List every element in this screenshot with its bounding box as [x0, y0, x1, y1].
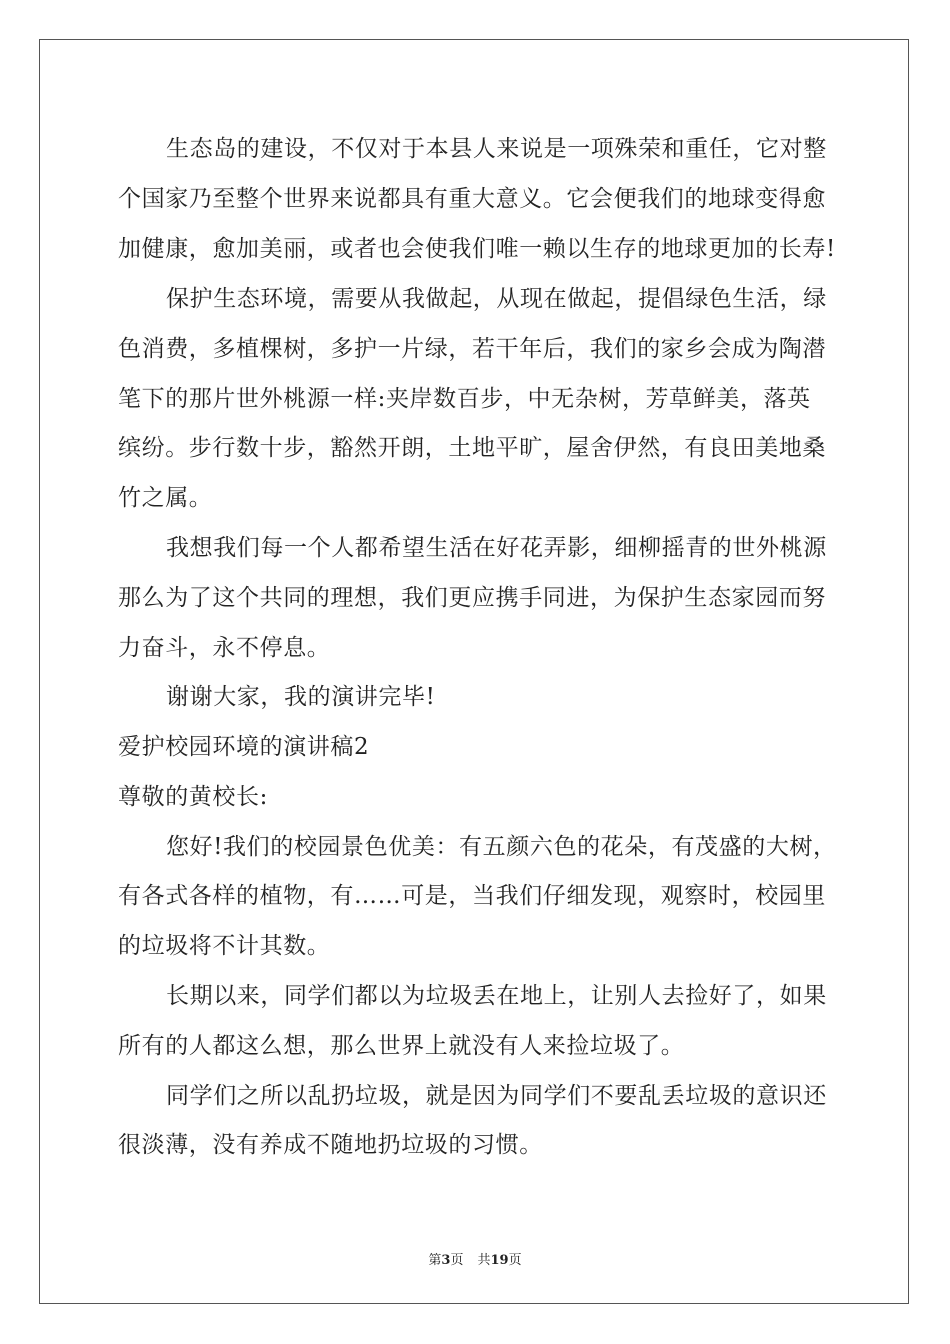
text-line: 个国家乃至整个世界来说都具有重大意义。它会便我们的地球变得愈 [118, 186, 826, 212]
total-suffix: 页 [508, 1253, 522, 1268]
total-pages: 19 [490, 1253, 509, 1268]
text-line: 您好!我们的校园景色优美：有五颜六色的花朵，有茂盛的大树， [166, 834, 837, 860]
text-line: 长期以来，同学们都以为垃圾丢在地上，让别人去捡好了，如果 [166, 983, 827, 1009]
text-line: 很淡薄，没有养成不随地扔垃圾的习惯。 [118, 1132, 543, 1158]
text-line: 所有的人都这么想，那么世界上就没有人来捡垃圾了。 [118, 1033, 685, 1059]
text-line: 谢谢大家，我的演讲完毕! [166, 684, 436, 710]
page-footer [0, 1249, 950, 1268]
text-line: 竹之属。 [118, 485, 213, 511]
page-border [39, 39, 909, 1304]
text-line: 色消费，多植棵树，多护一片绿，若干年后，我们的家乡会成为陶潜 [118, 336, 826, 362]
text-line: 有各式各样的植物，有……可是，当我们仔细发现，观察时，校园里 [118, 883, 826, 909]
text-line: 生态岛的建设，不仅对于本县人来说是一项殊荣和重任，它对整 [166, 136, 827, 162]
text-line: 力奋斗，永不停息。 [118, 635, 331, 661]
salutation: 尊敬的黄校长: [118, 784, 268, 810]
page-number: 3 [441, 1253, 451, 1268]
text-line: 的垃圾将不计其数。 [118, 933, 331, 959]
text-line: 同学们之所以乱扔垃圾，就是因为同学们不要乱丢垃圾的意识还 [166, 1083, 827, 1109]
text-line: 保护生态环境，需要从我做起，从现在做起，提倡绿色生活，绿 [166, 286, 827, 312]
text-line: 加健康，愈加美丽，或者也会使我们唯一赖以生存的地球更加的长寿! [118, 236, 836, 262]
page-suffix: 页 [450, 1253, 464, 1268]
text-line: 那么为了这个共同的理想，我们更应携手同进，为保护生态家园而努 [118, 585, 826, 611]
text-line: 缤纷。步行数十步，豁然开朗，土地平旷，屋舍伊然，有良田美地桑 [118, 435, 826, 461]
page-prefix: 第 [428, 1253, 442, 1268]
text-line: 我想我们每一个人都希望生活在好花弄影，细柳摇青的世外桃源 [166, 535, 827, 561]
text-line: 笔下的那片世外桃源一样:夹岸数百步，中无杂树，芳草鲜美，落英 [118, 386, 811, 412]
section-heading: 爱护校园环境的演讲稿2 [118, 734, 370, 760]
total-prefix: 共 [477, 1253, 491, 1268]
